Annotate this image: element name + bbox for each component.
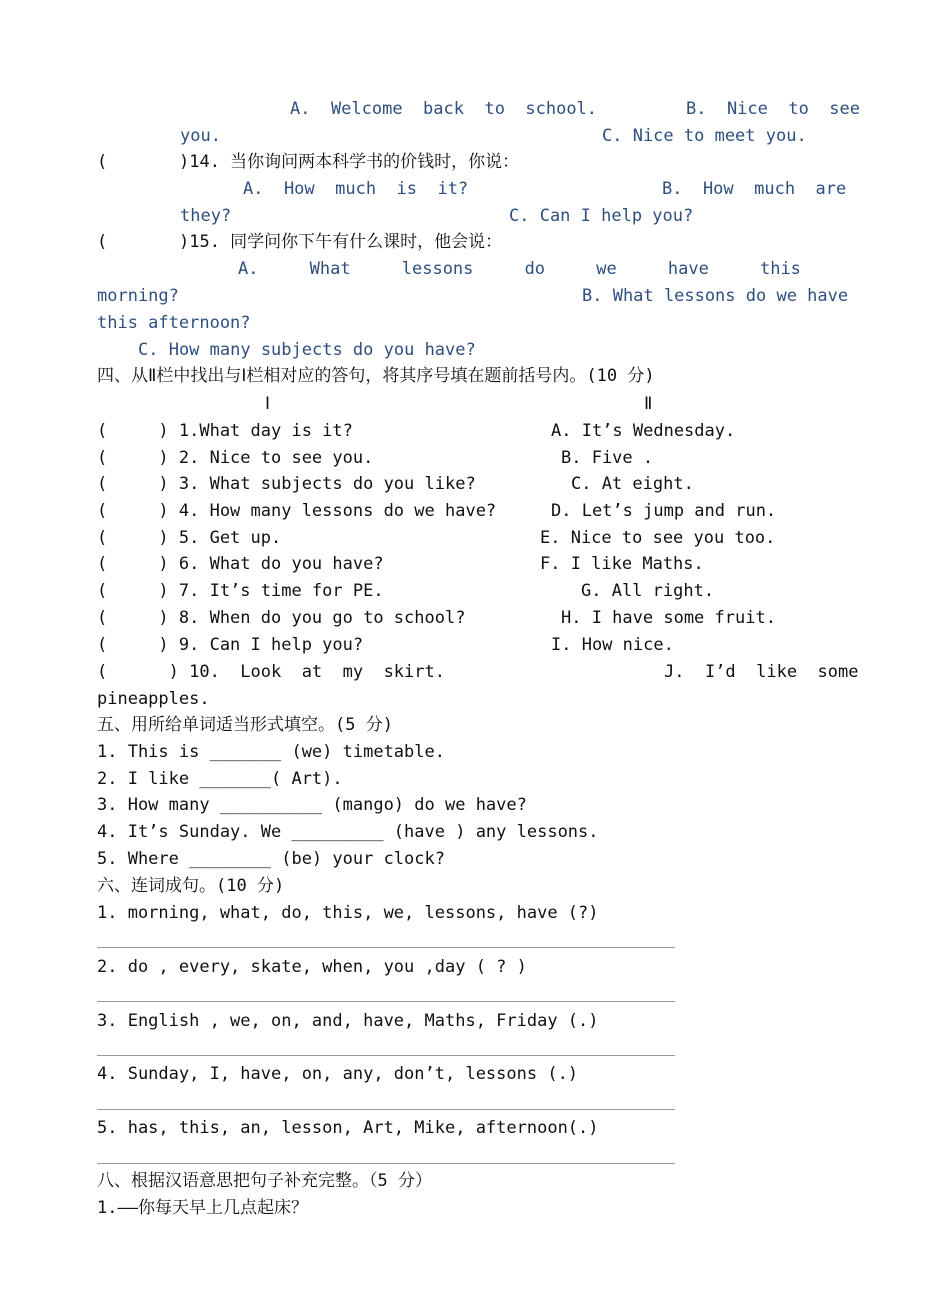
word-order-1: 1. morning, what, do, this, we, lessons, have (?)	[97, 903, 599, 923]
section5-title: 五、用所给单词适当形式填空。(5 分)	[97, 715, 393, 735]
translate-item-1: 1.——你每天早上几点起床？	[97, 1198, 308, 1218]
match-answer-b: B. Five .	[561, 448, 654, 468]
match-question-2: ( ) 2. Nice to see you.	[97, 448, 374, 468]
match-question-9: ( ) 9. Can I help you?	[97, 635, 364, 655]
match-question-1: ( ) 1.What day is it?	[97, 421, 353, 441]
match-answer-h: H. I have some fruit.	[561, 608, 776, 628]
match-answer-f: F. I like Maths.	[540, 554, 704, 574]
q15-option-a: A. What lessons do we have this	[238, 259, 801, 279]
q13-option-b-continued: you.	[180, 126, 221, 146]
section4-title: 四、从Ⅱ栏中找出与Ⅰ栏相对应的答句，将其序号填在题前括号内。(10 分)	[97, 366, 655, 386]
q14-option-b-continued: they?	[180, 206, 232, 226]
answer-line-1	[97, 947, 675, 948]
q14-option-a: A. How much is it?	[243, 179, 469, 199]
match-question-3: ( ) 3. What subjects do you like?	[97, 474, 476, 494]
q15-option-c: C. How many subjects do you have?	[138, 340, 476, 360]
word-order-3: 3. English , we, on, and, have, Maths, Friday (.)	[97, 1011, 599, 1031]
fill-blank-3: 3. How many __________ (mango) do we have?	[97, 795, 527, 815]
fill-blank-5: 5. Where ________ (be) your clock?	[97, 849, 445, 869]
match-answer-j: J. I’d like some	[664, 662, 859, 682]
match-question-10: ( ) 10. Look at my skirt.	[97, 662, 445, 682]
match-question-6: ( ) 6. What do you have?	[97, 554, 384, 574]
match-question-8: ( ) 8. When do you go to school?	[97, 608, 466, 628]
match-answer-e: E. Nice to see you too.	[540, 528, 776, 548]
match-answer-j-continued: pineapples.	[97, 689, 210, 709]
answer-line-3	[97, 1055, 675, 1056]
word-order-5: 5. has, this, an, lesson, Art, Mike, afternoon(.)	[97, 1118, 599, 1138]
q14-answer-paren: (	[97, 152, 108, 172]
q15-option-b-continued: this afternoon?	[97, 313, 251, 333]
section8-title: 八、根据汉语意思把句子补充完整。（5 分）	[97, 1171, 432, 1191]
match-answer-c: C. At eight.	[571, 474, 694, 494]
q13-option-c: C. Nice to meet you.	[602, 126, 807, 146]
match-answer-a: A. It’s Wednesday.	[551, 421, 736, 441]
q15-option-b: B. What lessons do we have	[582, 286, 849, 306]
match-answer-d: D. Let’s jump and run.	[551, 501, 777, 521]
section4-column-2-header: Ⅱ	[644, 394, 653, 414]
q13-option-b: B. Nice to see	[686, 99, 860, 119]
answer-line-2	[97, 1001, 675, 1002]
word-order-4: 4. Sunday, I, have, on, any, don’t, lessons (.)	[97, 1064, 579, 1084]
section4-column-1-header: Ⅰ	[265, 394, 271, 414]
answer-line-5	[97, 1163, 675, 1164]
match-question-4: ( ) 4. How many lessons do we have?	[97, 501, 497, 521]
fill-blank-4: 4. It’s Sunday. We _________ (have ) any lessons.	[97, 822, 599, 842]
answer-line-4	[97, 1109, 675, 1110]
q13-option-a: A. Welcome back to school.	[290, 99, 598, 119]
q14-option-c: C. Can I help you?	[509, 206, 694, 226]
match-answer-i: I. How nice.	[551, 635, 674, 655]
match-question-5: ( ) 5. Get up.	[97, 528, 282, 548]
q14-question: )14. 当你询问两本科学书的价钱时，你说：	[179, 152, 520, 172]
fill-blank-1: 1. This is _______ (we) timetable.	[97, 742, 445, 762]
fill-blank-2: 2. I like _______( Art).	[97, 769, 343, 789]
q15-question: )15. 同学问你下午有什么课时，他会说：	[179, 232, 503, 252]
q15-option-a-continued: morning?	[97, 286, 179, 306]
q14-option-b: B. How much are	[662, 179, 847, 199]
word-order-2: 2. do , every, skate, when, you ,day ( ? )	[97, 957, 527, 977]
q15-answer-paren: (	[97, 232, 108, 252]
section6-title: 六、连词成句。(10 分)	[97, 876, 285, 896]
match-question-7: ( ) 7. It’s time for PE.	[97, 581, 384, 601]
match-answer-g: G. All right.	[581, 581, 715, 601]
